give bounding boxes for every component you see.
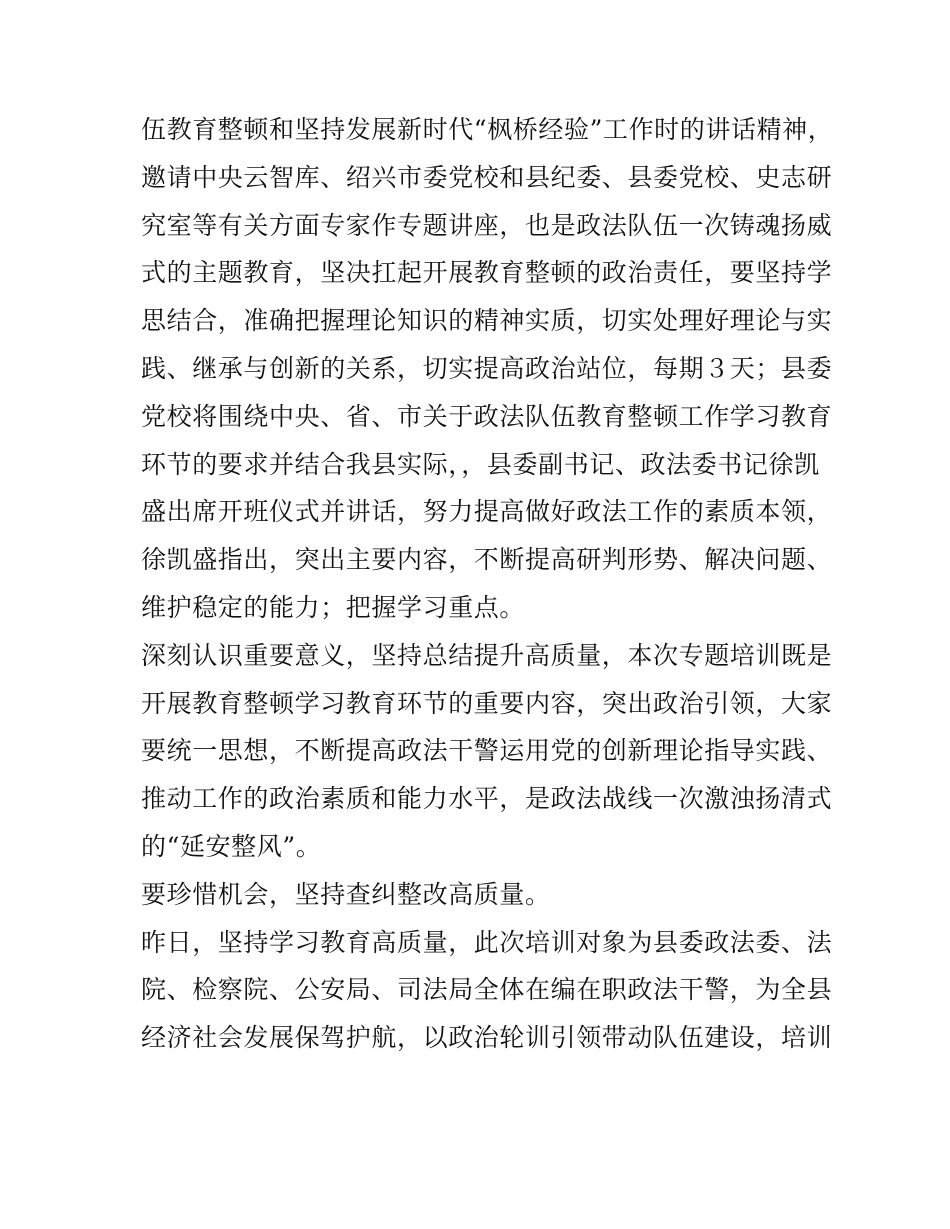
text-line: 究室等有关方面专家作专题讲座，也是政法队伍一次铸魂扬威: [141, 210, 833, 240]
text-line: 式的主题教育，坚决扛起开展教育整顿的政治责任，要坚持学: [141, 258, 833, 288]
text-line: 盛出席开班仪式并讲话，努力提高做好政法工作的素质本领，: [141, 497, 833, 527]
text-line: 维护稳定的能力；把握学习重点。: [141, 592, 526, 622]
text-line: 要统一思想，不断提高政法干警运用党的创新理论指导实践、: [141, 736, 833, 766]
text-line: 昨日，坚持学习教育高质量，此次培训对象为县委政法委、法: [141, 927, 833, 957]
text-line: 深刻认识重要意义，坚持总结提升高质量，本次专题培训既是: [141, 640, 833, 670]
body-text: [141, 106, 834, 1062]
text-line: 推动工作的政治素质和能力水平，是政法战线一次激浊扬清式: [141, 784, 833, 814]
text-line: 的“延安整风”。: [141, 831, 322, 861]
text-line: 经济社会发展保驾护航，以政治轮训引领带动队伍建设，培训: [141, 1023, 833, 1053]
text-line: 党校将围绕中央、省、市关于政法队伍教育整顿工作学习教育: [141, 401, 833, 431]
text-line: 思结合，准确把握理论知识的精神实质，切实处理好理论与实: [141, 306, 833, 336]
text-line: 徐凯盛指出，突出主要内容，不断提高研判形势、解决问题、: [141, 545, 833, 575]
text-line: 践、继承与创新的关系，切实提高政治站位，每期３天；县委: [141, 353, 833, 383]
text-line: 院、检察院、公安局、司法局全体在编在职政法干警，为全县: [141, 975, 833, 1005]
text-line: 伍教育整顿和坚持发展新时代“枫桥经验”工作时的讲话精神，: [141, 115, 834, 144]
text-line: 环节的要求并结合我县实际，，县委副书记、政法委书记徐凯: [141, 449, 820, 479]
text-line: 邀请中央云智库、绍兴市委党校和县纪委、县委党校、史志研: [141, 162, 833, 192]
text-line: 要珍惜机会，坚持查纠整改高质量。: [141, 879, 551, 909]
text-line: 开展教育整顿学习教育环节的重要内容，突出政治引领，大家: [141, 688, 833, 718]
